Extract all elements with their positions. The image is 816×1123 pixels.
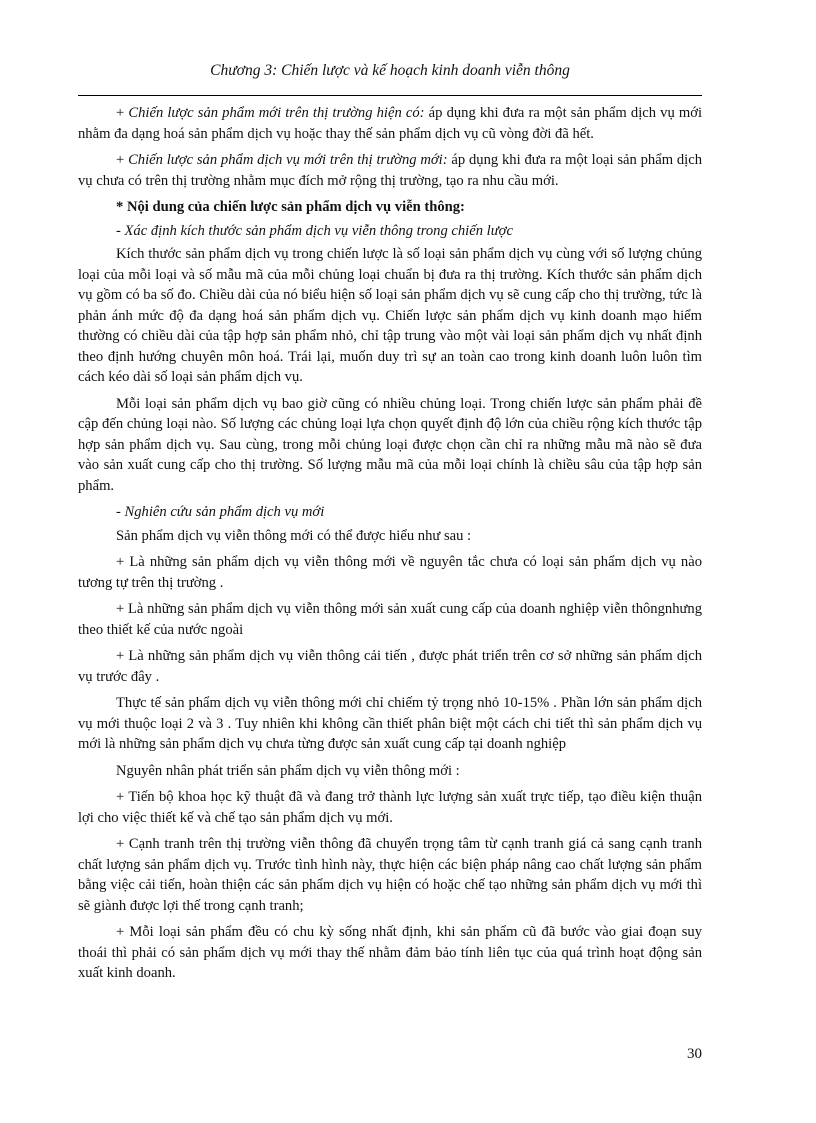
paragraph-body	[78, 761, 702, 782]
dash-marker: -	[116, 222, 125, 239]
paragraph-text: áp dụng khi đưa ra một sản phẩm dịch vụ mới nhằm đa dạng hoá sản phẩm dịch vụ hoặc thay thế sản phẩm dịch vụ cũ vòng đời đã hết.	[78, 105, 703, 142]
paragraph-text: + Tiến bộ khoa học kỹ thuật đã và đang trở thành lực lượng sản xuất trực tiếp, tạo điều kiện thuận lợi cho việc thiết kế và chế tạo sản phẩm dịch vụ mới.	[78, 789, 702, 826]
section-heading-text: * Nội dung của chiến lược sản phẩm dịch vụ viễn thông:	[116, 199, 465, 215]
list-item	[78, 834, 702, 916]
list-item	[78, 599, 702, 640]
paragraph-text: Sản phẩm dịch vụ viễn thông mới có thể được hiểu như sau :	[116, 527, 472, 544]
page-header-title: Chương 3: Chiến lược và kế hoạch kinh doanh viễn thông	[210, 62, 570, 79]
paragraph-text: Mỗi loại sản phẩm dịch vụ bao giờ cũng có nhiều chủng loại. Trong chiến lược sản phẩm phải đề cập đến chủng loại nào. Số lượng các chủng loại lựa chọn quyết định độ lớn của chiều rộng kích thước tập hợp sản phẩm dịch vụ. Sau cùng, trong mỗi chủng loại được chọn cần chỉ ra những mẫu mã nào sẽ đưa vào sản xuất cung cấp cho thị trường. Số lượng mẫu mã của mỗi loại chính là chiều sâu của tập hợp sản phẩm.	[78, 395, 702, 494]
subheading-size	[78, 221, 702, 242]
list-item	[78, 552, 702, 593]
paragraph-text: + Là những sản phẩm dịch vụ viễn thông mới về nguyên tắc chưa có loại sản phẩm dịch vụ nào tương tự trên thị trường .	[78, 554, 702, 591]
paragraph-text: Thực tế sản phẩm dịch vụ viễn thông mới chỉ chiếm tỷ trọng nhỏ 10-15% . Phần lớn sản phẩm dịch vụ mới thuộc loại 2 và 3 . Tuy nhiên khi không cần thiết phân biệt một cách chi tiết thì sản phẩm dịch vụ mới là những sản phẩm dịch vụ chưa từng được sản xuất cung cấp tại doanh nghiệp	[78, 695, 702, 752]
bullet-marker: +	[116, 152, 129, 168]
paragraph-text: Kích thước sản phẩm dịch vụ trong chiến lược là số loại sản phẩm dịch vụ cùng với số lượng chủng loại của mỗi loại và số mẫu mã của mỗi chủng loại chuẩn bị đưa ra thị trường. Kích thước sản phẩm dịch vụ gồm có ba số đo. Chiều dài của nó biểu hiện số loại sản phẩm dịch vụ sẽ cung cấp cho thị trường, tức là phản ánh mức độ đa dạng hoá sản phẩm dịch vụ. Chiến lược sản phẩm dịch vụ kinh doanh mạo hiểm thường có chiều dài của tập hợp sản phẩm nhỏ, chỉ tập trung vào một vài loại sản phẩm dịch vụ nhất định theo định hướng chuyên môn hoá. Trái lại, muốn duy trì sự an toàn cao trong kinh doanh luôn luôn tìm cách kéo dài số loại sản phẩm dịch vụ.	[78, 246, 702, 385]
paragraph-strategy-existing-market	[78, 103, 702, 144]
subheading-text: - Nghiên cứu sản phẩm dịch vụ mới	[116, 504, 325, 520]
paragraph-text: áp dụng khi đưa ra một loại sản phẩm dịch vụ chưa có trên thị trường nhằm mục đích mở rộng thị trường, tạo ra nhu cầu mới.	[78, 152, 702, 189]
paragraph-text: + Cạnh tranh trên thị trường viễn thông đã chuyển trọng tâm từ cạnh tranh giá cả sang cạnh tranh chất lượng sản phẩm dịch vụ. Trước tình hình này, thực hiện các biện pháp nâng cao chất lượng sản phẩm bằng việc cải tiến, hoàn thiện các sản phẩm dịch vụ hiện có hoặc chế tạo những sản phẩm dịch vụ mới thì sẽ giành được lợi thế trong cạnh tranh;	[78, 836, 702, 914]
paragraph-text: + Mỗi loại sản phẩm đều có chu kỳ sống nhất định, khi sản phẩm cũ đã bước vào giai đoạn suy thoái thì phải có sản phẩm dịch vụ mới thay thế nhằm đảm bảo tính liên tục của quá trình hoạt động sản xuất kinh doanh.	[78, 924, 702, 981]
paragraph-text: + Là những sản phẩm dịch vụ viễn thông mới sản xuất cung cấp của doanh nghiệp viễn thôngnhưng theo thiết kế của nước ngoài	[78, 601, 702, 638]
bullet-marker: +	[116, 105, 129, 121]
paragraph-text: + Là những sản phẩm dịch vụ viễn thông cải tiến , được phát triển trên cơ sở những sản phẩm dịch vụ trước đây .	[78, 648, 702, 685]
paragraph-body	[78, 244, 702, 388]
list-item	[78, 922, 702, 984]
document-body	[78, 103, 702, 990]
list-item	[78, 646, 702, 687]
header-divider	[78, 95, 702, 96]
paragraph-body	[78, 394, 702, 497]
page-number: 30	[687, 1046, 702, 1062]
subheading-text: Xác định kích thước sản phẩm dịch vụ viễn thông trong chiến lược	[124, 222, 513, 239]
paragraph-body	[78, 693, 702, 755]
section-heading	[78, 197, 702, 218]
paragraph-strategy-new-market	[78, 150, 702, 191]
paragraph-text: Nguyên nhân phát triển sản phẩm dịch vụ viễn thông mới :	[116, 762, 460, 779]
paragraph-body	[78, 526, 702, 547]
strategy-term: Chiến lược sản phẩm dịch vụ mới trên thị trường mới:	[128, 152, 448, 168]
list-item	[78, 787, 702, 828]
strategy-term: Chiến lược sản phẩm mới trên thị trường hiện có:	[128, 105, 425, 121]
subheading-new-products	[78, 502, 702, 523]
